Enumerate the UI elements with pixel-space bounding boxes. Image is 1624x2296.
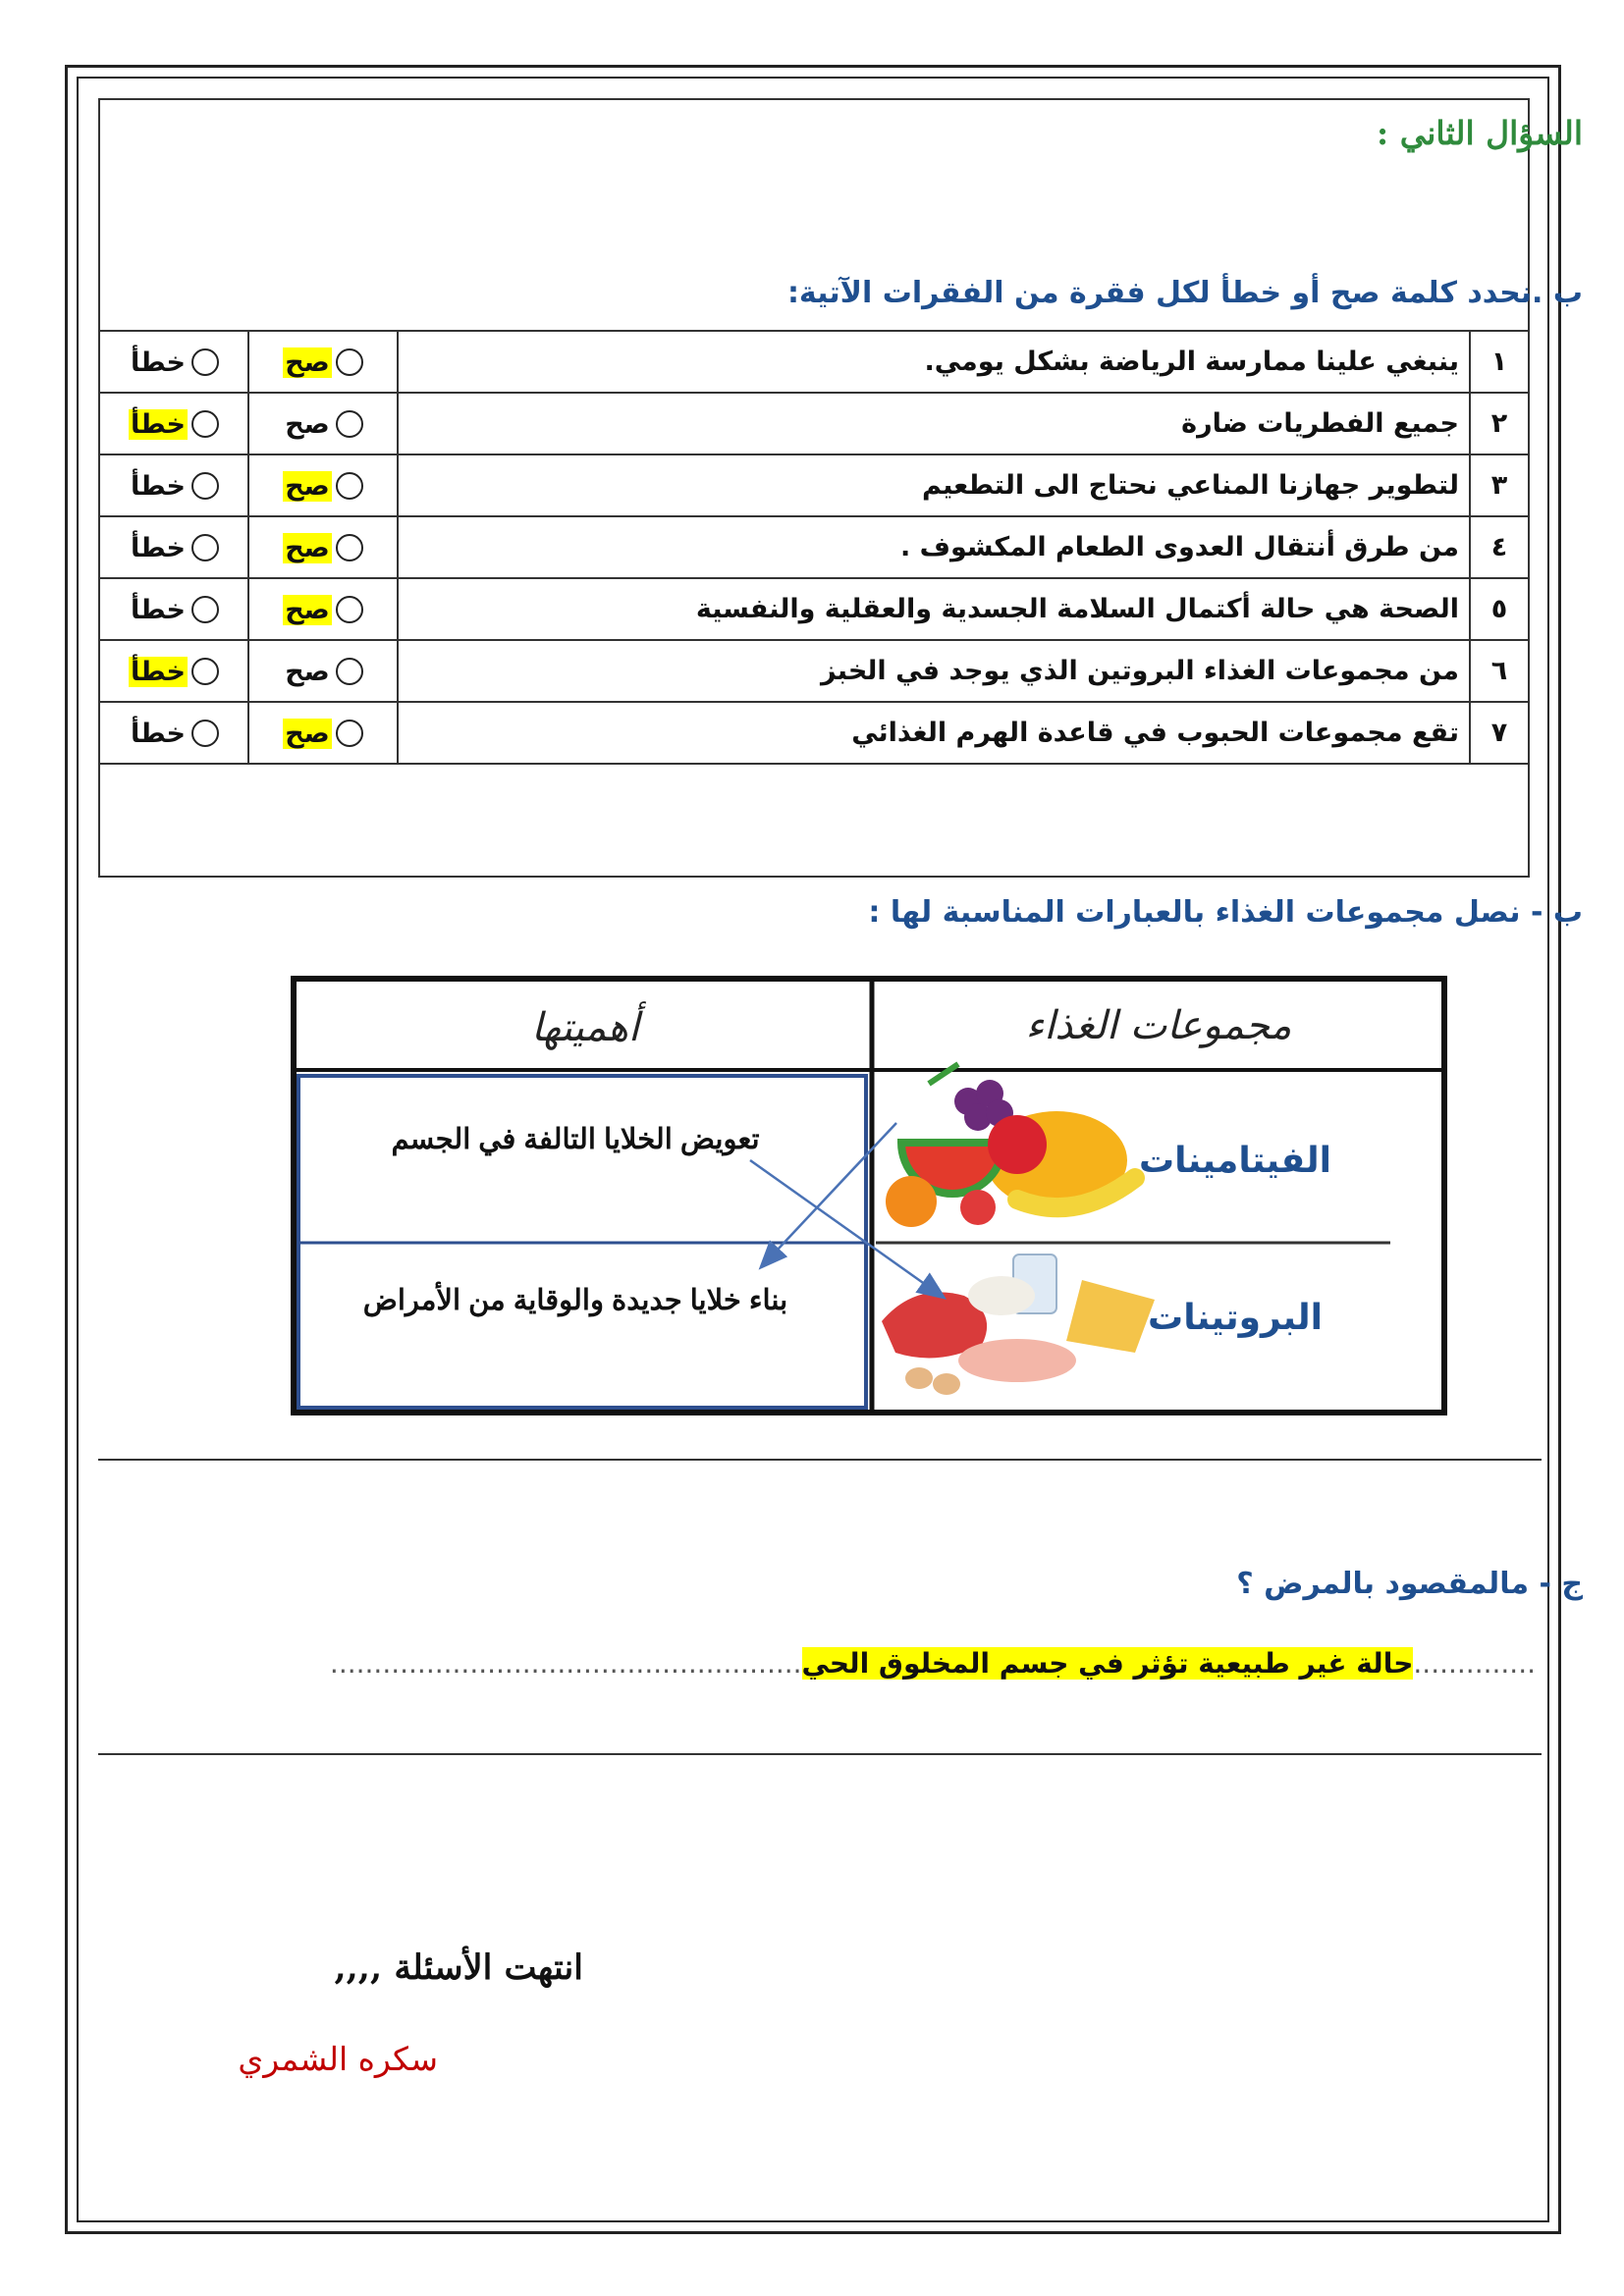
true-false-table bbox=[98, 330, 1530, 859]
tf-row bbox=[99, 331, 1529, 393]
dots-before: .............. bbox=[1413, 1647, 1536, 1680]
statement-label: لتطوير جهازنا المناعي نحتاج الى التطعيم bbox=[921, 470, 1459, 501]
matching-heading: ب - نصل مجموعات الغذاء بالعبارات المناسبة لها : bbox=[868, 895, 1583, 930]
statement-text bbox=[398, 516, 1470, 578]
false-option[interactable] bbox=[99, 393, 248, 454]
statement-text bbox=[398, 454, 1470, 516]
group-vitamins: الفيتامينات bbox=[1138, 1141, 1332, 1181]
radio-circle[interactable] bbox=[191, 472, 219, 500]
false-option[interactable] bbox=[99, 331, 248, 393]
statement-label: جميع الفطريات ضارة bbox=[1181, 408, 1459, 439]
row-number bbox=[1470, 578, 1529, 640]
false-label: خطأ bbox=[131, 656, 186, 687]
row-number bbox=[1470, 393, 1529, 454]
true-label: صح bbox=[285, 532, 330, 563]
tf-row bbox=[99, 640, 1529, 702]
true-false-heading: ب .نحدد كلمة صح أو خطأ لكل فقرة من الفقرات الآتية: bbox=[786, 276, 1583, 310]
statement-text bbox=[398, 393, 1470, 454]
row-number bbox=[1470, 702, 1529, 764]
true-option[interactable] bbox=[248, 331, 398, 393]
true-label: صح bbox=[285, 656, 330, 687]
true-option[interactable] bbox=[248, 702, 398, 764]
row-number-text: ٦ bbox=[1490, 656, 1508, 686]
statement-text bbox=[398, 331, 1470, 393]
definition-heading: ج - مالمقصود بالمرض ؟ bbox=[1236, 1567, 1583, 1601]
false-label: خطأ bbox=[131, 347, 186, 378]
false-label: خطأ bbox=[131, 532, 186, 563]
statement-label: من طرق أنتقال العدوى الطعام المكشوف . bbox=[899, 532, 1459, 562]
radio-circle[interactable] bbox=[336, 410, 363, 438]
statement-text bbox=[398, 640, 1470, 702]
tf-row bbox=[99, 516, 1529, 578]
false-option[interactable] bbox=[99, 640, 248, 702]
radio-circle[interactable] bbox=[336, 658, 363, 685]
true-option[interactable] bbox=[248, 578, 398, 640]
importance-2: بناء خلايا جديدة والوقاية من الأمراض bbox=[362, 1285, 788, 1316]
section-divider-1 bbox=[98, 1459, 1542, 1461]
row-number-text: ٧ bbox=[1490, 718, 1508, 748]
radio-circle[interactable] bbox=[191, 410, 219, 438]
radio-circle[interactable] bbox=[336, 348, 363, 376]
true-option[interactable] bbox=[248, 516, 398, 578]
statement-label: تقع مجموعات الحبوب في قاعدة الهرم الغذائي bbox=[851, 718, 1459, 748]
tf-row bbox=[99, 454, 1529, 516]
tf-row bbox=[99, 702, 1529, 764]
true-label: صح bbox=[285, 470, 330, 502]
false-option[interactable] bbox=[99, 578, 248, 640]
row-number bbox=[1470, 516, 1529, 578]
row-number bbox=[1470, 640, 1529, 702]
false-label: خطأ bbox=[131, 594, 186, 625]
true-option[interactable] bbox=[248, 393, 398, 454]
statement-text bbox=[398, 578, 1470, 640]
radio-circle[interactable] bbox=[191, 596, 219, 623]
definition-answer-line bbox=[330, 1647, 1536, 1680]
row-number-text: ١ bbox=[1490, 347, 1508, 377]
tf-row bbox=[99, 578, 1529, 640]
statement-label: ينبغي علينا ممارسة الرياضة بشكل يومي. bbox=[924, 347, 1459, 377]
row-number-text: ٣ bbox=[1490, 470, 1508, 501]
true-label: صح bbox=[285, 347, 330, 378]
radio-circle[interactable] bbox=[336, 720, 363, 747]
row-number bbox=[1470, 331, 1529, 393]
teacher-name: سكره الشمري bbox=[238, 2040, 438, 2078]
dots-after: ...................................................... bbox=[329, 1647, 802, 1680]
tf-row bbox=[99, 393, 1529, 454]
radio-circle[interactable] bbox=[191, 720, 219, 747]
true-label: صح bbox=[285, 718, 330, 749]
radio-circle[interactable] bbox=[336, 534, 363, 561]
false-label: خطأ bbox=[131, 470, 186, 502]
false-option[interactable] bbox=[99, 702, 248, 764]
row-number-text: ٥ bbox=[1490, 594, 1508, 624]
row-number bbox=[1470, 454, 1529, 516]
importance-1: تعويض الخلايا التالفة في الجسم bbox=[391, 1124, 760, 1155]
tf-empty-row bbox=[99, 764, 1529, 859]
statement-label: الصحة هي حالة أكتمال السلامة الجسدية والعقلية والنفسية bbox=[695, 594, 1459, 624]
radio-circle[interactable] bbox=[191, 348, 219, 376]
header-food-groups: مجموعات الغذاء bbox=[1025, 1003, 1292, 1048]
group-proteins: البروتينات bbox=[1148, 1298, 1323, 1338]
radio-circle[interactable] bbox=[191, 658, 219, 685]
true-option[interactable] bbox=[248, 454, 398, 516]
matching-figure bbox=[291, 976, 1447, 1415]
false-label: خطأ bbox=[131, 408, 186, 440]
row-number-text: ٢ bbox=[1490, 408, 1508, 439]
end-of-questions: انتهت الأسئلة ,,,, bbox=[334, 1948, 583, 1988]
false-label: خطأ bbox=[131, 718, 186, 749]
radio-circle[interactable] bbox=[336, 472, 363, 500]
statement-label: من مجموعات الغذاء البروتين الذي يوجد في الخبز bbox=[821, 656, 1459, 686]
true-label: صح bbox=[285, 594, 330, 625]
false-option[interactable] bbox=[99, 516, 248, 578]
question-title: السؤال الثاني : bbox=[1377, 114, 1583, 152]
false-option[interactable] bbox=[99, 454, 248, 516]
radio-circle[interactable] bbox=[336, 596, 363, 623]
true-option[interactable] bbox=[248, 640, 398, 702]
definition-answer: حالة غير طبيعية تؤثر في جسم المخلوق الحي bbox=[801, 1647, 1414, 1680]
true-label: صح bbox=[285, 408, 330, 440]
row-number-text: ٤ bbox=[1490, 532, 1508, 562]
radio-circle[interactable] bbox=[191, 534, 219, 561]
section-divider-2 bbox=[98, 1753, 1542, 1755]
header-importance: أهميتها bbox=[530, 1005, 640, 1050]
statement-text bbox=[398, 702, 1470, 764]
